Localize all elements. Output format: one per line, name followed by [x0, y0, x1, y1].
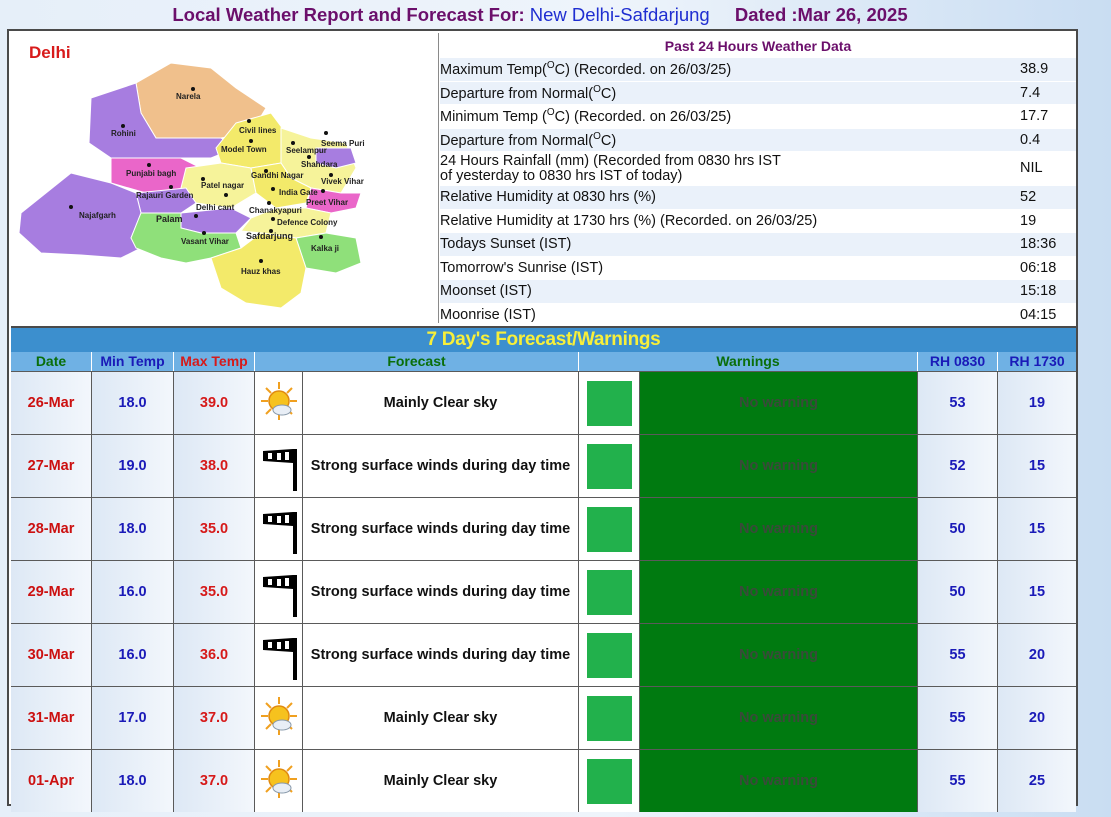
- map-label-kalka-ji: Kalka ji: [311, 244, 340, 253]
- forecast-title: 7 Day's Forecast/Warnings: [11, 326, 1076, 352]
- windsock-icon: [255, 624, 303, 686]
- header-max-temp: Max Temp: [174, 352, 255, 371]
- map-label-safdarjung: Safdarjung: [246, 231, 294, 241]
- map-label-civil-lines: Civil lines: [239, 126, 277, 135]
- report-date: Dated :Mar 26, 2025: [734, 4, 908, 25]
- past-24-label: Maximum Temp($^O$C) (Recorded. on 26/03/25): [440, 60, 732, 79]
- warning-text: No warning: [640, 435, 918, 497]
- forecast-text: Strong surface winds during day time: [303, 561, 579, 623]
- forecast-text: Strong surface winds during day time: [303, 624, 579, 686]
- rh-0830-value: 53: [918, 372, 998, 434]
- past-24-row: [440, 82, 1076, 106]
- warning-text: No warning: [640, 498, 918, 560]
- past-24-value: 38.9: [1020, 61, 1049, 78]
- warning-level-box: [579, 435, 640, 497]
- header-forecast: Forecast: [255, 352, 579, 371]
- warning-color-swatch: [587, 570, 632, 615]
- map-label-vasant-vihar: Vasant Vihar: [181, 237, 229, 246]
- past-24-label: Tomorrow's Sunrise (IST): [440, 259, 604, 276]
- header-rh-1730: RH 1730: [1009, 353, 1065, 369]
- forecast-min-temp: 16.0: [92, 624, 174, 686]
- forecast-min-temp: 17.0: [92, 687, 174, 749]
- past-24-label: Moonrise (IST): [440, 306, 536, 323]
- map-label-patel-nagar: Patel nagar: [201, 181, 245, 190]
- map-label-punjabi-bagh: Punjabi bagh: [126, 169, 177, 178]
- forecast-table: [11, 371, 1076, 812]
- windsock-icon: [255, 435, 303, 497]
- warning-level-box: [579, 687, 640, 749]
- past-24-value: 52: [1020, 189, 1037, 206]
- past-24-label: Relative Humidity at 0830 hrs (%): [440, 189, 656, 206]
- warning-color-swatch: [587, 696, 632, 741]
- map-label-model-town: Model Town: [221, 145, 267, 154]
- map-label-preet-vihar: Preet Vihar: [306, 198, 349, 207]
- past-24-hours-panel: [440, 34, 1076, 324]
- forecast-min-temp: 19.0: [92, 435, 174, 497]
- forecast-min-temp: 16.0: [92, 561, 174, 623]
- rh-1730-value: 20: [998, 624, 1076, 686]
- past-24-row: [440, 129, 1076, 153]
- forecast-row: [11, 560, 1076, 623]
- map-label-narela: Narela: [176, 92, 201, 101]
- warning-level-box: [579, 750, 640, 812]
- past-24-row: [440, 233, 1076, 257]
- header-min-temp: Min Temp: [92, 352, 174, 371]
- forecast-text: Mainly Clear sky: [303, 687, 579, 749]
- forecast-max-temp: 37.0: [174, 687, 255, 749]
- warning-color-swatch: [587, 507, 632, 552]
- forecast-date: 29-Mar: [11, 561, 92, 623]
- warning-color-swatch: [587, 381, 632, 426]
- past-24-hours-table: [440, 58, 1076, 327]
- forecast-date: 31-Mar: [11, 687, 92, 749]
- forecast-row: [11, 434, 1076, 497]
- past-24-row: [440, 210, 1076, 234]
- rh-0830-value: 50: [918, 498, 998, 560]
- warning-text: No warning: [640, 624, 918, 686]
- past-24-label: Minimum Temp ($^O$C) (Recorded. on 26/03/25): [440, 107, 732, 126]
- forecast-row: [11, 686, 1076, 749]
- past-24-label: Departure from Normal($^O$C): [440, 130, 617, 149]
- map-label-chanakyapuri: Chanakyapuri: [249, 206, 302, 215]
- past-24-row: [440, 280, 1076, 304]
- map-label-najafgarh: Najafgarh: [79, 211, 116, 220]
- past-24-value: 18:36: [1020, 236, 1057, 253]
- past-24-row: [440, 186, 1076, 210]
- header-date: Date: [11, 352, 92, 371]
- map-label-seema-puri: Seema Puri: [321, 139, 365, 148]
- forecast-date: 27-Mar: [11, 435, 92, 497]
- forecast-date: 01-Apr: [11, 750, 92, 812]
- forecast-row: [11, 623, 1076, 686]
- station-name[interactable]: New Delhi-Safdarjung: [529, 4, 710, 25]
- past-24-value: 19: [1020, 212, 1037, 229]
- warning-color-swatch: [587, 444, 632, 489]
- warning-level-box: [579, 624, 640, 686]
- forecast-date: 30-Mar: [11, 624, 92, 686]
- forecast-min-temp: 18.0: [92, 498, 174, 560]
- past-24-row: [440, 58, 1076, 82]
- forecast-max-temp: 35.0: [174, 498, 255, 560]
- page-title: [0, 2, 1080, 28]
- report-panel: [7, 29, 1078, 806]
- forecast-max-temp: 35.0: [174, 561, 255, 623]
- past-24-value: 17.7: [1020, 108, 1049, 125]
- rh-1730-value: 19: [998, 372, 1076, 434]
- past-24-row: [440, 105, 1076, 129]
- past-24-label: Relative Humidity at 1730 hrs (%) (Recorded. on 26/03/25): [440, 212, 818, 229]
- sun-cloud-icon: [255, 687, 303, 749]
- past-24-value: 15:18: [1020, 283, 1057, 300]
- header-warnings: Warnings: [579, 352, 918, 371]
- rh-1730-value: 15: [998, 498, 1076, 560]
- forecast-row: [11, 497, 1076, 560]
- forecast-min-temp: 18.0: [92, 750, 174, 812]
- windsock-icon: [255, 498, 303, 560]
- title-prefix: Local Weather Report and Forecast For:: [172, 4, 525, 25]
- past-24-value: 06:18: [1020, 259, 1057, 276]
- forecast-text: Mainly Clear sky: [303, 372, 579, 434]
- delhi-district-map: [11, 33, 439, 323]
- map-label-hauz-khas: Hauz khas: [241, 267, 281, 276]
- warning-text: No warning: [640, 372, 918, 434]
- rh-1730-value: 20: [998, 687, 1076, 749]
- past-24-hours-title: Past 24 Hours Weather Data: [664, 38, 852, 54]
- map-label-defence-colony: Defence Colony: [277, 218, 338, 227]
- forecast-text: Strong surface winds during day time: [303, 498, 579, 560]
- warning-level-box: [579, 561, 640, 623]
- map-label-shahdara: Shahdara: [301, 160, 338, 169]
- past-24-row: [440, 304, 1076, 328]
- past-24-value: 0.4: [1020, 131, 1041, 148]
- map-label-vivek-vihar: Vivek Vihar: [321, 177, 364, 186]
- past-24-label: Moonset (IST): [440, 283, 532, 300]
- past-24-row: [440, 257, 1076, 281]
- map-label-india-gate: India Gate: [279, 188, 318, 197]
- warning-color-swatch: [587, 759, 632, 804]
- sun-cloud-icon: [255, 372, 303, 434]
- past-24-row: [440, 152, 1076, 186]
- forecast-date: 26-Mar: [11, 372, 92, 434]
- forecast-max-temp: 36.0: [174, 624, 255, 686]
- rh-1730-value: 25: [998, 750, 1076, 812]
- rh-1730-value: 15: [998, 561, 1076, 623]
- map-label-gandhi-nagar: Gandhi Nagar: [251, 171, 304, 180]
- sun-cloud-icon: [255, 750, 303, 812]
- rh-0830-value: 55: [918, 750, 998, 812]
- forecast-max-temp: 39.0: [174, 372, 255, 434]
- forecast-min-temp: 18.0: [92, 372, 174, 434]
- map-label-seelampur: Seelampur: [286, 146, 327, 155]
- warning-level-box: [579, 372, 640, 434]
- windsock-icon: [255, 561, 303, 623]
- rh-1730-value: 15: [998, 435, 1076, 497]
- rh-0830-value: 55: [918, 687, 998, 749]
- forecast-max-temp: 37.0: [174, 750, 255, 812]
- map-title: Delhi: [29, 43, 71, 62]
- past-24-value: NIL: [1020, 160, 1043, 176]
- forecast-text: Mainly Clear sky: [303, 750, 579, 812]
- forecast-text: Strong surface winds during day time: [303, 435, 579, 497]
- warning-text: No warning: [640, 561, 918, 623]
- warning-text: No warning: [640, 687, 918, 749]
- warning-text: No warning: [640, 750, 918, 812]
- past-24-label: Departure from Normal($^O$C): [440, 83, 617, 102]
- forecast-header-row: [11, 352, 1076, 371]
- past-24-label: Todays Sunset (IST): [440, 236, 572, 253]
- forecast-max-temp: 38.0: [174, 435, 255, 497]
- forecast-row: [11, 749, 1076, 812]
- past-24-value: 7.4: [1020, 84, 1041, 101]
- past-24-label: 24 Hours Rainfall (mm) (Recorded from 0830 hrs IST of yesterday to 0830 hrs IST of today): [440, 152, 781, 184]
- map-label-rajauri-garden: Rajauri Garden: [136, 191, 194, 200]
- rh-0830-value: 52: [918, 435, 998, 497]
- forecast-row: [11, 371, 1076, 434]
- map-label-palam: Palam: [156, 214, 183, 224]
- rh-0830-value: 50: [918, 561, 998, 623]
- map-label-delhi-cant: Delhi cant: [196, 203, 235, 212]
- warning-color-swatch: [587, 633, 632, 678]
- map-label-rohini: Rohini: [111, 129, 136, 138]
- delhi-map-icon: [11, 33, 438, 323]
- forecast-date: 28-Mar: [11, 498, 92, 560]
- past-24-value: 04:15: [1020, 306, 1057, 323]
- rh-0830-value: 55: [918, 624, 998, 686]
- header-rh-0830: RH 0830: [918, 352, 998, 371]
- warning-level-box: [579, 498, 640, 560]
